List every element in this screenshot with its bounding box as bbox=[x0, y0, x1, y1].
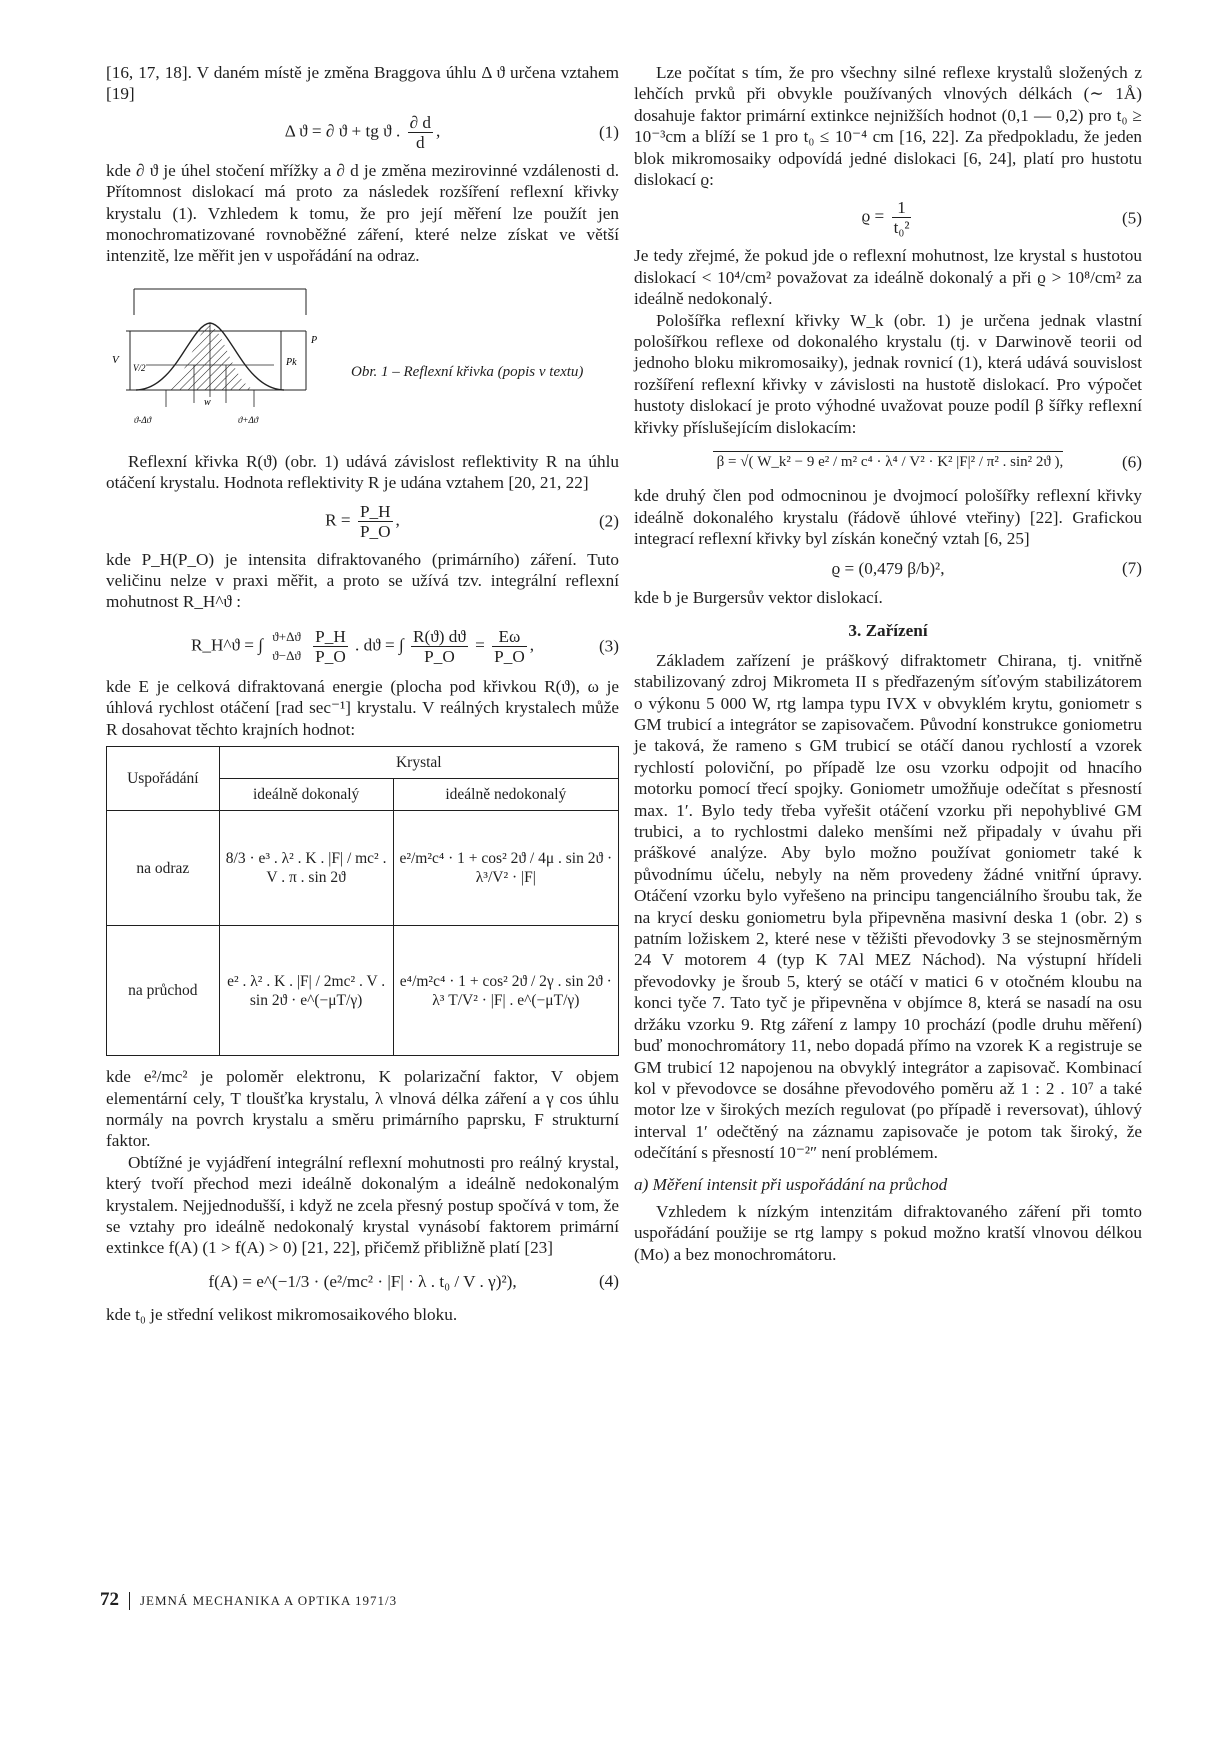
paragraph: Pološířka reflexní křivky W_k (obr. 1) je určena jednak vlastní pološířkou reflexe od dokonalého krystalu (tj. v Darwinově teorii od jednoho bloku mikromosaiky), jednak rovnicí (1), která udává souvislost rozšíření reflexní křivky v závislosti na hustotě dislokací. Pro výpočet hustoty dislokací je proto výhodné uvažovat pouze podíl β šířky reflexní křivky příslušejícím dislokacím: bbox=[634, 310, 1142, 437]
label-theta-plus: ϑ+Δϑ bbox=[238, 414, 259, 425]
equation-number: (5) bbox=[1121, 208, 1142, 228]
paragraph: Obtížné je vyjádření integrální reflexní mohutnosti pro reálný krystal, který tvoří přechod mezi ideálně dokonalým a ideálně nedokonalým krystalem. Nejjednodušší, i když ne zcela přesný postup spočívá v tom, že se vztahy pro ideálně nedokonalý krystal vynásobí faktorem primární extinkce f(A) (1 > f(A) > 0) [21, 22], přičemž přibližně platí [23] bbox=[106, 1152, 619, 1258]
section-heading: 3. Zařízení bbox=[848, 621, 928, 641]
paragraph: Lze počítat s tím, že pro všechny silné reflexe krystalů složených z lehčích prvků při obvykle používaných vlnových délkách (∼ 1Å) dosahuje faktor primární extinkce nejnižších hodnot (0,1 — 0,2) pro t₀ ≥ 10⁻³cm a blíží se 1 pro t₀ ≤ 10⁻⁴ cm [16, 22]. Za předpokladu, že jeden blok mikromosaiky odpovídá jedné dislokaci [6, 24], platí pro hustotu dislokací ϱ: bbox=[634, 63, 1142, 190]
equation-number: (3) bbox=[598, 636, 619, 656]
paragraph: kde t₀ je střední velikost mikromosaikového bloku. bbox=[106, 1305, 458, 1325]
table-cell: 8/3 · e³ . λ² . K . |F| / mc² . V . π . sin 2ϑ bbox=[219, 811, 393, 926]
hatched-area bbox=[161, 325, 258, 390]
figure-1 bbox=[106, 285, 619, 435]
equation-5: ϱ = $\frac{1}{\text{t₀²}}$ (5) bbox=[861, 198, 1142, 238]
paragraph: kde E je celková difraktovaná energie (plocha pod křivkou R(ϑ), ω je úhlová rychlost otáčení [rad sec⁻¹] krystalu. V reálných krystalech může R dosahovat těchto krajních hodnot: bbox=[106, 676, 619, 739]
fraction: $\frac{P\_H}{P\_O}$ bbox=[315, 626, 346, 666]
reflection-curve-figure bbox=[106, 285, 346, 435]
integral-limits: ϑ+Δϑ ϑ−Δϑ bbox=[272, 629, 301, 664]
table-header: ideálně nedokonalý bbox=[393, 779, 618, 811]
label-v: V bbox=[112, 353, 119, 366]
equation-number: (2) bbox=[598, 511, 619, 531]
table-header: Uspořádání bbox=[107, 747, 220, 811]
paragraph: kde b je Burgersův vektor dislokací. bbox=[634, 587, 883, 607]
page-footer bbox=[100, 1589, 397, 1611]
equation-2: R = $\frac{P\_H}{P\_O}$ , (2) bbox=[325, 501, 619, 541]
table-header: Krystal bbox=[219, 747, 618, 779]
label-w: w bbox=[204, 396, 211, 408]
table-row-label: na průchod bbox=[107, 926, 220, 1056]
figure-caption: Obr. 1 – Reflexní křivka (popis v textu) bbox=[351, 363, 584, 380]
table-cell: e² . λ² . K . |F| / 2mc² . V . sin 2ϑ · e^(−μT/γ) bbox=[219, 926, 393, 1056]
paragraph: Je tedy zřejmé, že pokud jde o reflexní mohutnost, lze krystal s hustotou dislokací < 10⁴/cm² považovat za ideálně dokonalý a při ϱ > 10⁸/cm² za ideálně nedokonalý. bbox=[634, 246, 1142, 309]
page-number: 72 bbox=[100, 1589, 119, 1610]
reflectivity-table bbox=[106, 746, 619, 1056]
paragraph: Základem zařízení je práškový difraktometr Chirana, tj. vnitřně stabilizovaný zdroj Mikrometa II s předřazeným síťovým stabilizátorem o výkonu 5 000 W, rtg lampa typu IVX v obvyklém krytu, goniometr s GM trubicí a integrátor se zapisovačem. Původní konstrukce goniometru je taková, že rameno s GM trubicí se otáčí danou rychlostí a vzorek rychlostí poloviční, po případě lze osu vzorku odpojit od hnacího motorku pomocí třecí spojky. Goniometr umožňuje odečítat s přesností max. 1′. Bylo tedy třeba vyřešit otáčení vzorku při nepohyblivé GM trubici, a to rychlostmi daleko menšími než připadaly v úvahu při práškové analýze. Aby bylo možno používat goniometr také k původnímu účelu, nebyly na něm provedeny žádné vnitřní úpravy. Otáčení vzorku bylo vyřešeno na principu tangenciálního šroubu tak, že na krycí desku goniometru byla připevněna masivní deska 1 (obr. 2) s patním ložiskem 2, které nese v těžišti převodovky 3 se stejnosměrným 24 V motorem 4 (typ K 7Al MEZ Náchod). Na výstupní hřídeli převodovky je šroub 5, který se otáčí v matici 6 v otočném kloubu na konci tyče 7. Tato tyč je připevněna v objímce 8, která se nasadí na osu držáku vzorku 9. Rtg záření z lampy 10 prochází (podle druhu měření) buď monochromátory 11, nebo dopadá přímo na vzorek K a registruje se GM trubicí 12 napojenou na obvyklý integrátor a zapisovač. Kombinací kol v převodovce se dosáhne převodového poměru až 1 : 2 . 10⁷ a také motor lze v širokých mezích regulovat (po případě i reversovat), úhlový interval 1′ odečtěný na záznamu zapisovače je potom tak široký, že odečítání s přesností 10⁻²″ není problémem. bbox=[634, 650, 1142, 1163]
paragraph: kde druhý člen pod odmocninou je dvojmocí pološířky reflexní křivky ideálně dokonalého krystalu (řádově úhlové vteřiny) [22]. Grafickou integrací reflexní křivky byl získán konečný vztah [6, 25] bbox=[634, 486, 1142, 549]
paragraph: kde e²/mc² je poloměr elektronu, K polarizační faktor, V objem elementární cely, T tloušťka krystalu, λ vlnová délka záření a γ cos úhlu normály na povrch krystalu a směru primárního paprsku, F strukturní faktor. bbox=[106, 1067, 619, 1151]
fraction: $\frac{E\omega}{P\_O}$ bbox=[494, 626, 525, 666]
subsection-heading: a) Měření intensit při uspořádání na průchod bbox=[634, 1174, 948, 1194]
equation-number: (4) bbox=[598, 1271, 619, 1291]
fraction: $\frac{\partial d}{d}$ bbox=[409, 112, 431, 152]
table-cell: e²/m²c⁴ · 1 + cos² 2ϑ / 4μ . sin 2ϑ · λ³/V² · |F| bbox=[393, 811, 618, 926]
label-theta-minus: ϑ-Δϑ bbox=[134, 414, 152, 425]
fraction: $\frac{R(ϑ) dϑ}{P\_O}$ bbox=[413, 626, 466, 666]
fraction: $\frac{1}{\text{t₀²}}$ bbox=[893, 198, 910, 238]
label-p: P bbox=[311, 334, 318, 346]
paragraph: [16, 17, 18]. V daném místě je změna Braggova úhlu Δ ϑ určena vztahem [19] bbox=[106, 63, 619, 104]
label-half-v: V/2 bbox=[133, 362, 146, 373]
footer-divider bbox=[129, 1592, 130, 1610]
equation-number: (6) bbox=[1121, 452, 1142, 472]
paragraph: kde P_H(P_O) je intensita difraktovaného (primárního) záření. Tuto veličinu nelze v praxi měřit, a proto se užívá tzv. integrální reflexní mohutnost R_H^ϑ : bbox=[106, 549, 619, 612]
equation-6: β = √( W_k² − 9 e² / m² c⁴ · λ⁴ / V² · K² |F|² / π² . sin² 2ϑ ), (6) bbox=[634, 450, 1142, 473]
equation-number: (1) bbox=[598, 122, 619, 142]
paragraph: kde ∂ ϑ je úhel stočení mřížky a ∂ d je změna mezirovinné vzdálenosti d. Přítomnost dislokací má proto za následek rozšíření reflexní křivky krystalu (1). Vzhledem k tomu, že pro její měření lze použít jen monochromatizované rovnoběžné záření, které nelze získat ve větší intenzitě, lze měřit jen v uspořádání na odraz. bbox=[106, 160, 619, 266]
label-pk: Pk bbox=[286, 356, 297, 368]
right-column bbox=[634, 62, 1142, 1265]
table-header: ideálně dokonalý bbox=[219, 779, 393, 811]
equation-number: (7) bbox=[1121, 558, 1142, 578]
equation-7: ϱ = (0,479 β/b)², (7) bbox=[831, 558, 1142, 578]
paragraph: Vzhledem k nízkým intenzitám difraktovaného záření při tomto uspořádání použije se rtg lampy s pokud možno kratší vlnovou délkou (Mo) a bez monochromátoru. bbox=[634, 1201, 1142, 1264]
paragraph: Reflexní křivka R(ϑ) (obr. 1) udává závislost reflektivity R na úhlu otáčení krystalu. Hodnota reflektivity R je udána vztahem [20, 21, 22] bbox=[106, 451, 619, 493]
table-cell: e⁴/m²c⁴ · 1 + cos² 2ϑ / 2γ . sin 2ϑ · λ³ T/V² · |F| . e^(−μT/γ) bbox=[393, 926, 618, 1056]
journal-title: JEMNÁ MECHANIKA A OPTIKA 1971/3 bbox=[140, 1593, 398, 1608]
fraction: $\frac{P\_H}{P\_O}$ bbox=[359, 501, 391, 541]
equation-4: f(A) = e^(−1/3 · (e²/mc² · |F| · λ . t₀ / V . γ)²), (4) bbox=[208, 1271, 619, 1291]
equation-3: R_H^ϑ = ∫ ϑ+Δϑ ϑ−Δϑ $\frac{P\_H}{P\_O}$ . dϑ = ∫ $\frac{R(ϑ) dϑ}{P\_O}$ = $\frac{E\omega}{P\_O}$ , (3) bbox=[190, 626, 619, 666]
equation-1: Δ ϑ = ∂ ϑ + tg ϑ . $\frac{\partial d}{d}$ , (1) bbox=[284, 112, 619, 152]
table-row-label: na odraz bbox=[107, 811, 220, 926]
left-column bbox=[106, 62, 619, 1326]
